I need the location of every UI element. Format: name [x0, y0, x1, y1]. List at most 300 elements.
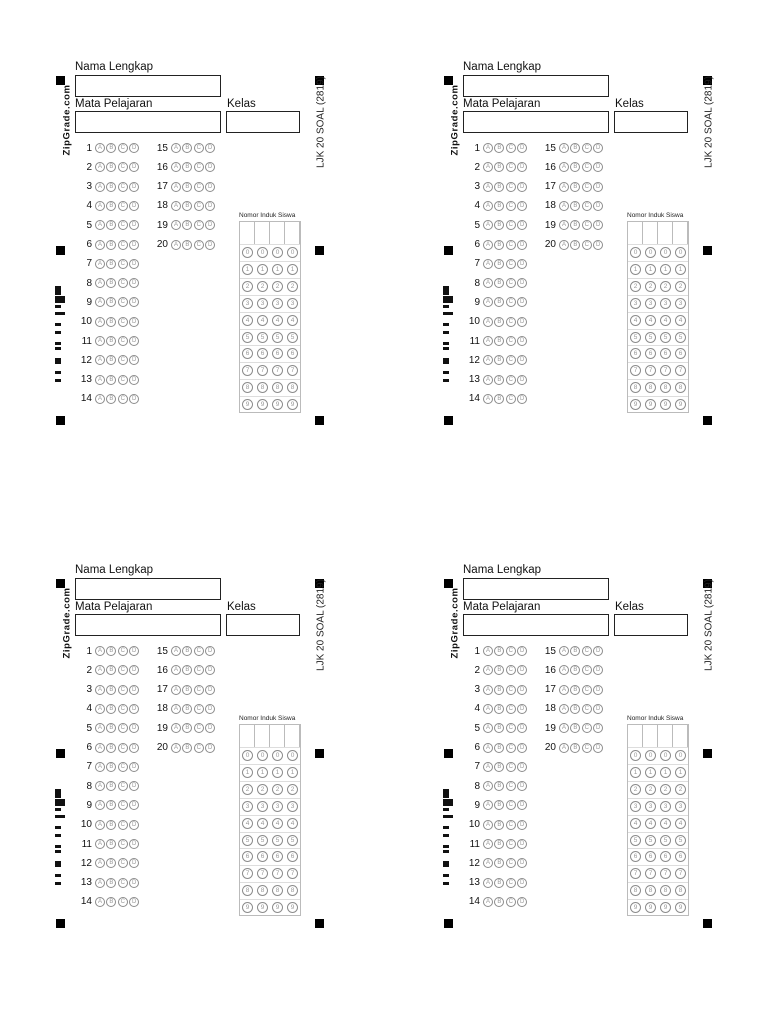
- id-digit-bubble[interactable]: 8: [660, 382, 671, 393]
- id-digit-bubble[interactable]: 6: [242, 348, 253, 359]
- answer-bubble[interactable]: C: [194, 240, 204, 250]
- id-digit-bubble[interactable]: 8: [630, 382, 641, 393]
- answer-bubble[interactable]: A: [95, 685, 105, 695]
- answer-bubble[interactable]: A: [95, 394, 105, 404]
- answer-bubble[interactable]: C: [118, 336, 128, 346]
- answer-bubble[interactable]: C: [118, 665, 128, 675]
- answer-bubble[interactable]: C: [582, 240, 592, 250]
- id-digit-bubble[interactable]: 5: [675, 332, 686, 343]
- answer-bubble[interactable]: D: [517, 646, 527, 656]
- answer-bubble[interactable]: C: [118, 723, 128, 733]
- answer-bubble[interactable]: B: [106, 162, 116, 172]
- id-digit-bubble[interactable]: 4: [287, 818, 298, 829]
- answer-bubble[interactable]: B: [494, 800, 504, 810]
- id-digit-bubble[interactable]: 4: [242, 818, 253, 829]
- answer-bubble[interactable]: C: [582, 162, 592, 172]
- class-field[interactable]: [614, 111, 688, 133]
- id-write-cell[interactable]: [270, 222, 285, 244]
- answer-bubble[interactable]: C: [194, 723, 204, 733]
- answer-bubble[interactable]: B: [106, 762, 116, 772]
- id-digit-bubble[interactable]: 5: [272, 835, 283, 846]
- id-digit-bubble[interactable]: 8: [675, 885, 686, 896]
- answer-bubble[interactable]: D: [129, 762, 139, 772]
- answer-bubble[interactable]: D: [517, 201, 527, 211]
- answer-bubble[interactable]: A: [483, 394, 493, 404]
- id-digit-bubble[interactable]: 7: [630, 868, 641, 879]
- answer-bubble[interactable]: B: [494, 240, 504, 250]
- answer-bubble[interactable]: A: [483, 685, 493, 695]
- answer-bubble[interactable]: B: [494, 278, 504, 288]
- answer-bubble[interactable]: B: [494, 762, 504, 772]
- id-digit-bubble[interactable]: 4: [272, 818, 283, 829]
- answer-bubble[interactable]: A: [95, 820, 105, 830]
- answer-bubble[interactable]: A: [483, 220, 493, 230]
- answer-bubble[interactable]: C: [194, 182, 204, 192]
- answer-bubble[interactable]: B: [570, 182, 580, 192]
- answer-bubble[interactable]: B: [570, 143, 580, 153]
- answer-bubble[interactable]: B: [494, 201, 504, 211]
- answer-bubble[interactable]: B: [494, 394, 504, 404]
- answer-bubble[interactable]: D: [205, 646, 215, 656]
- id-digit-bubble[interactable]: 0: [645, 247, 656, 258]
- id-digit-bubble[interactable]: 9: [257, 902, 268, 913]
- answer-bubble[interactable]: B: [570, 201, 580, 211]
- answer-bubble[interactable]: B: [570, 240, 580, 250]
- answer-bubble[interactable]: B: [182, 143, 192, 153]
- answer-bubble[interactable]: B: [494, 897, 504, 907]
- answer-bubble[interactable]: B: [494, 336, 504, 346]
- answer-bubble[interactable]: C: [194, 162, 204, 172]
- answer-bubble[interactable]: A: [171, 220, 181, 230]
- id-digit-bubble[interactable]: 1: [630, 767, 641, 778]
- answer-bubble[interactable]: D: [593, 143, 603, 153]
- answer-bubble[interactable]: A: [95, 897, 105, 907]
- id-digit-bubble[interactable]: 4: [630, 315, 641, 326]
- answer-bubble[interactable]: C: [118, 685, 128, 695]
- answer-bubble[interactable]: D: [593, 182, 603, 192]
- id-write-cell[interactable]: [255, 725, 270, 747]
- id-digit-bubble[interactable]: 8: [287, 382, 298, 393]
- id-digit-bubble[interactable]: 7: [675, 868, 686, 879]
- answer-bubble[interactable]: C: [582, 201, 592, 211]
- answer-bubble[interactable]: C: [506, 240, 516, 250]
- id-digit-bubble[interactable]: 1: [675, 264, 686, 275]
- id-digit-bubble[interactable]: 7: [287, 365, 298, 376]
- answer-bubble[interactable]: A: [483, 336, 493, 346]
- answer-bubble[interactable]: D: [593, 220, 603, 230]
- id-write-cell[interactable]: [255, 222, 270, 244]
- answer-bubble[interactable]: C: [118, 743, 128, 753]
- answer-bubble[interactable]: C: [506, 820, 516, 830]
- id-digit-bubble[interactable]: 4: [630, 818, 641, 829]
- id-digit-bubble[interactable]: 4: [675, 818, 686, 829]
- id-digit-bubble[interactable]: 2: [242, 281, 253, 292]
- answer-bubble[interactable]: C: [582, 646, 592, 656]
- id-digit-bubble[interactable]: 5: [242, 835, 253, 846]
- id-digit-bubble[interactable]: 5: [630, 332, 641, 343]
- id-digit-bubble[interactable]: 7: [660, 365, 671, 376]
- answer-bubble[interactable]: B: [494, 259, 504, 269]
- answer-bubble[interactable]: D: [517, 800, 527, 810]
- id-digit-bubble[interactable]: 0: [630, 247, 641, 258]
- answer-bubble[interactable]: B: [182, 240, 192, 250]
- id-digit-bubble[interactable]: 1: [660, 264, 671, 275]
- answer-bubble[interactable]: D: [517, 839, 527, 849]
- answer-bubble[interactable]: B: [182, 723, 192, 733]
- answer-bubble[interactable]: C: [118, 878, 128, 888]
- id-digit-bubble[interactable]: 6: [272, 851, 283, 862]
- answer-bubble[interactable]: B: [182, 201, 192, 211]
- id-digit-bubble[interactable]: 0: [287, 750, 298, 761]
- answer-bubble[interactable]: A: [95, 143, 105, 153]
- answer-bubble[interactable]: A: [171, 646, 181, 656]
- id-digit-bubble[interactable]: 9: [272, 902, 283, 913]
- answer-bubble[interactable]: D: [517, 704, 527, 714]
- answer-bubble[interactable]: A: [171, 201, 181, 211]
- answer-bubble[interactable]: D: [517, 220, 527, 230]
- answer-bubble[interactable]: D: [517, 781, 527, 791]
- subject-field[interactable]: [75, 111, 221, 133]
- id-digit-bubble[interactable]: 0: [675, 247, 686, 258]
- answer-bubble[interactable]: B: [106, 278, 116, 288]
- answer-bubble[interactable]: A: [483, 162, 493, 172]
- answer-bubble[interactable]: D: [205, 162, 215, 172]
- answer-bubble[interactable]: C: [118, 317, 128, 327]
- id-digit-bubble[interactable]: 0: [287, 247, 298, 258]
- answer-bubble[interactable]: D: [129, 317, 139, 327]
- id-digit-bubble[interactable]: 2: [287, 784, 298, 795]
- answer-bubble[interactable]: A: [95, 278, 105, 288]
- id-write-cell[interactable]: [285, 725, 300, 747]
- id-digit-bubble[interactable]: 3: [257, 801, 268, 812]
- answer-bubble[interactable]: A: [483, 665, 493, 675]
- answer-bubble[interactable]: B: [570, 220, 580, 230]
- id-digit-bubble[interactable]: 3: [645, 298, 656, 309]
- answer-bubble[interactable]: A: [95, 878, 105, 888]
- id-digit-bubble[interactable]: 5: [287, 835, 298, 846]
- answer-bubble[interactable]: A: [483, 820, 493, 830]
- id-digit-bubble[interactable]: 3: [675, 298, 686, 309]
- answer-bubble[interactable]: C: [506, 220, 516, 230]
- id-digit-bubble[interactable]: 0: [272, 750, 283, 761]
- answer-bubble[interactable]: C: [194, 143, 204, 153]
- answer-bubble[interactable]: D: [129, 297, 139, 307]
- answer-bubble[interactable]: B: [106, 336, 116, 346]
- answer-bubble[interactable]: D: [129, 858, 139, 868]
- answer-bubble[interactable]: A: [95, 259, 105, 269]
- class-field[interactable]: [226, 614, 300, 636]
- answer-bubble[interactable]: B: [106, 839, 116, 849]
- answer-bubble[interactable]: B: [570, 665, 580, 675]
- id-digit-bubble[interactable]: 7: [272, 365, 283, 376]
- answer-bubble[interactable]: C: [118, 704, 128, 714]
- id-digit-bubble[interactable]: 4: [257, 818, 268, 829]
- answer-bubble[interactable]: D: [129, 220, 139, 230]
- id-digit-bubble[interactable]: 2: [257, 784, 268, 795]
- id-digit-bubble[interactable]: 2: [660, 281, 671, 292]
- answer-bubble[interactable]: C: [194, 646, 204, 656]
- answer-bubble[interactable]: A: [559, 704, 569, 714]
- answer-bubble[interactable]: D: [129, 820, 139, 830]
- answer-bubble[interactable]: A: [559, 685, 569, 695]
- id-digit-bubble[interactable]: 8: [272, 382, 283, 393]
- id-digit-bubble[interactable]: 4: [645, 315, 656, 326]
- answer-bubble[interactable]: C: [506, 201, 516, 211]
- id-digit-bubble[interactable]: 7: [242, 365, 253, 376]
- answer-bubble[interactable]: D: [129, 646, 139, 656]
- answer-bubble[interactable]: C: [582, 220, 592, 230]
- answer-bubble[interactable]: D: [129, 201, 139, 211]
- answer-bubble[interactable]: D: [517, 278, 527, 288]
- answer-bubble[interactable]: B: [106, 665, 116, 675]
- id-digit-bubble[interactable]: 6: [660, 348, 671, 359]
- id-write-cell[interactable]: [643, 222, 658, 244]
- answer-bubble[interactable]: B: [494, 182, 504, 192]
- answer-bubble[interactable]: A: [171, 240, 181, 250]
- id-digit-bubble[interactable]: 5: [242, 332, 253, 343]
- subject-field[interactable]: [75, 614, 221, 636]
- answer-bubble[interactable]: A: [95, 336, 105, 346]
- id-digit-bubble[interactable]: 4: [287, 315, 298, 326]
- id-digit-bubble[interactable]: 9: [630, 399, 641, 410]
- answer-bubble[interactable]: D: [517, 259, 527, 269]
- id-digit-bubble[interactable]: 2: [675, 784, 686, 795]
- id-digit-bubble[interactable]: 6: [287, 348, 298, 359]
- answer-bubble[interactable]: D: [129, 897, 139, 907]
- id-digit-bubble[interactable]: 2: [645, 281, 656, 292]
- answer-bubble[interactable]: D: [205, 220, 215, 230]
- answer-bubble[interactable]: A: [95, 297, 105, 307]
- answer-bubble[interactable]: B: [106, 240, 116, 250]
- answer-bubble[interactable]: A: [483, 278, 493, 288]
- answer-bubble[interactable]: A: [483, 781, 493, 791]
- answer-bubble[interactable]: D: [517, 820, 527, 830]
- answer-bubble[interactable]: A: [95, 240, 105, 250]
- answer-bubble[interactable]: C: [118, 646, 128, 656]
- id-digit-bubble[interactable]: 4: [660, 315, 671, 326]
- id-digit-bubble[interactable]: 7: [257, 868, 268, 879]
- id-digit-bubble[interactable]: 3: [287, 801, 298, 812]
- answer-bubble[interactable]: A: [95, 201, 105, 211]
- id-digit-bubble[interactable]: 2: [630, 784, 641, 795]
- name-field[interactable]: [463, 578, 609, 600]
- answer-bubble[interactable]: D: [129, 665, 139, 675]
- id-write-cell[interactable]: [285, 222, 300, 244]
- answer-bubble[interactable]: C: [582, 685, 592, 695]
- answer-bubble[interactable]: C: [506, 839, 516, 849]
- answer-bubble[interactable]: C: [506, 375, 516, 385]
- answer-bubble[interactable]: B: [106, 394, 116, 404]
- answer-bubble[interactable]: B: [106, 781, 116, 791]
- answer-bubble[interactable]: C: [194, 220, 204, 230]
- id-digit-bubble[interactable]: 7: [272, 868, 283, 879]
- answer-bubble[interactable]: C: [506, 897, 516, 907]
- answer-bubble[interactable]: B: [106, 220, 116, 230]
- id-digit-bubble[interactable]: 7: [645, 868, 656, 879]
- id-digit-bubble[interactable]: 0: [645, 750, 656, 761]
- id-digit-bubble[interactable]: 5: [257, 835, 268, 846]
- answer-bubble[interactable]: B: [570, 162, 580, 172]
- id-digit-bubble[interactable]: 8: [242, 382, 253, 393]
- answer-bubble[interactable]: C: [582, 665, 592, 675]
- class-field[interactable]: [226, 111, 300, 133]
- answer-bubble[interactable]: C: [506, 858, 516, 868]
- id-digit-bubble[interactable]: 4: [257, 315, 268, 326]
- id-digit-bubble[interactable]: 3: [272, 801, 283, 812]
- answer-bubble[interactable]: A: [171, 743, 181, 753]
- answer-bubble[interactable]: C: [118, 897, 128, 907]
- answer-bubble[interactable]: A: [171, 143, 181, 153]
- id-digit-bubble[interactable]: 5: [257, 332, 268, 343]
- answer-bubble[interactable]: C: [118, 278, 128, 288]
- answer-bubble[interactable]: D: [593, 240, 603, 250]
- answer-bubble[interactable]: B: [182, 704, 192, 714]
- id-digit-bubble[interactable]: 3: [645, 801, 656, 812]
- answer-bubble[interactable]: B: [182, 646, 192, 656]
- answer-bubble[interactable]: B: [494, 858, 504, 868]
- id-digit-bubble[interactable]: 8: [660, 885, 671, 896]
- id-digit-bubble[interactable]: 1: [645, 264, 656, 275]
- answer-bubble[interactable]: D: [205, 723, 215, 733]
- id-digit-bubble[interactable]: 3: [242, 298, 253, 309]
- answer-bubble[interactable]: D: [593, 704, 603, 714]
- answer-bubble[interactable]: C: [118, 375, 128, 385]
- id-digit-bubble[interactable]: 2: [675, 281, 686, 292]
- answer-bubble[interactable]: C: [194, 743, 204, 753]
- answer-bubble[interactable]: D: [517, 143, 527, 153]
- answer-bubble[interactable]: A: [95, 839, 105, 849]
- id-digit-bubble[interactable]: 6: [242, 851, 253, 862]
- id-write-cell[interactable]: [628, 725, 643, 747]
- answer-bubble[interactable]: A: [483, 201, 493, 211]
- id-digit-bubble[interactable]: 9: [630, 902, 641, 913]
- id-digit-bubble[interactable]: 1: [675, 767, 686, 778]
- answer-bubble[interactable]: C: [118, 143, 128, 153]
- answer-bubble[interactable]: B: [106, 297, 116, 307]
- answer-bubble[interactable]: B: [182, 162, 192, 172]
- answer-bubble[interactable]: A: [483, 762, 493, 772]
- answer-bubble[interactable]: C: [118, 162, 128, 172]
- id-write-cell[interactable]: [673, 725, 688, 747]
- id-digit-bubble[interactable]: 3: [630, 298, 641, 309]
- id-digit-bubble[interactable]: 0: [257, 247, 268, 258]
- answer-bubble[interactable]: D: [517, 336, 527, 346]
- id-digit-bubble[interactable]: 6: [660, 851, 671, 862]
- id-digit-bubble[interactable]: 9: [242, 399, 253, 410]
- id-write-cell[interactable]: [643, 725, 658, 747]
- answer-bubble[interactable]: C: [118, 394, 128, 404]
- answer-bubble[interactable]: C: [506, 143, 516, 153]
- answer-bubble[interactable]: B: [570, 723, 580, 733]
- answer-bubble[interactable]: A: [559, 182, 569, 192]
- answer-bubble[interactable]: D: [129, 878, 139, 888]
- answer-bubble[interactable]: B: [494, 646, 504, 656]
- answer-bubble[interactable]: D: [129, 685, 139, 695]
- answer-bubble[interactable]: A: [483, 743, 493, 753]
- answer-bubble[interactable]: B: [106, 182, 116, 192]
- answer-bubble[interactable]: A: [171, 665, 181, 675]
- id-digit-bubble[interactable]: 5: [660, 835, 671, 846]
- answer-bubble[interactable]: A: [95, 762, 105, 772]
- answer-bubble[interactable]: D: [593, 646, 603, 656]
- answer-bubble[interactable]: A: [95, 220, 105, 230]
- id-digit-bubble[interactable]: 3: [660, 801, 671, 812]
- answer-bubble[interactable]: A: [95, 665, 105, 675]
- answer-bubble[interactable]: C: [506, 743, 516, 753]
- id-digit-bubble[interactable]: 7: [257, 365, 268, 376]
- answer-bubble[interactable]: B: [106, 800, 116, 810]
- id-digit-bubble[interactable]: 3: [660, 298, 671, 309]
- id-digit-bubble[interactable]: 0: [242, 247, 253, 258]
- id-digit-bubble[interactable]: 6: [287, 851, 298, 862]
- answer-bubble[interactable]: C: [506, 355, 516, 365]
- answer-bubble[interactable]: A: [483, 723, 493, 733]
- answer-bubble[interactable]: B: [106, 878, 116, 888]
- answer-bubble[interactable]: A: [483, 317, 493, 327]
- id-digit-bubble[interactable]: 0: [630, 750, 641, 761]
- answer-bubble[interactable]: A: [95, 355, 105, 365]
- id-digit-bubble[interactable]: 0: [242, 750, 253, 761]
- answer-bubble[interactable]: C: [118, 858, 128, 868]
- id-digit-bubble[interactable]: 6: [645, 348, 656, 359]
- answer-bubble[interactable]: B: [106, 646, 116, 656]
- answer-bubble[interactable]: C: [506, 278, 516, 288]
- answer-bubble[interactable]: D: [593, 665, 603, 675]
- answer-bubble[interactable]: D: [129, 704, 139, 714]
- answer-bubble[interactable]: C: [506, 297, 516, 307]
- answer-bubble[interactable]: A: [483, 878, 493, 888]
- id-digit-bubble[interactable]: 1: [242, 264, 253, 275]
- answer-bubble[interactable]: D: [129, 336, 139, 346]
- answer-bubble[interactable]: C: [118, 259, 128, 269]
- id-digit-bubble[interactable]: 9: [660, 399, 671, 410]
- answer-bubble[interactable]: D: [593, 685, 603, 695]
- answer-bubble[interactable]: B: [494, 143, 504, 153]
- answer-bubble[interactable]: C: [118, 762, 128, 772]
- answer-bubble[interactable]: C: [118, 781, 128, 791]
- answer-bubble[interactable]: B: [106, 259, 116, 269]
- answer-bubble[interactable]: D: [129, 394, 139, 404]
- answer-bubble[interactable]: C: [506, 781, 516, 791]
- answer-bubble[interactable]: B: [494, 665, 504, 675]
- id-digit-bubble[interactable]: 3: [242, 801, 253, 812]
- answer-bubble[interactable]: C: [582, 704, 592, 714]
- answer-bubble[interactable]: A: [483, 800, 493, 810]
- answer-bubble[interactable]: C: [506, 800, 516, 810]
- answer-bubble[interactable]: A: [483, 646, 493, 656]
- answer-bubble[interactable]: A: [95, 704, 105, 714]
- answer-bubble[interactable]: A: [171, 685, 181, 695]
- id-digit-bubble[interactable]: 8: [287, 885, 298, 896]
- answer-bubble[interactable]: D: [129, 800, 139, 810]
- id-digit-bubble[interactable]: 9: [645, 399, 656, 410]
- answer-bubble[interactable]: C: [506, 336, 516, 346]
- answer-bubble[interactable]: B: [106, 743, 116, 753]
- answer-bubble[interactable]: D: [517, 762, 527, 772]
- answer-bubble[interactable]: D: [517, 897, 527, 907]
- answer-bubble[interactable]: C: [118, 820, 128, 830]
- id-digit-bubble[interactable]: 0: [660, 750, 671, 761]
- answer-bubble[interactable]: A: [483, 240, 493, 250]
- answer-bubble[interactable]: D: [129, 781, 139, 791]
- answer-bubble[interactable]: D: [129, 839, 139, 849]
- answer-bubble[interactable]: A: [95, 781, 105, 791]
- answer-bubble[interactable]: D: [129, 162, 139, 172]
- id-write-cell[interactable]: [628, 222, 643, 244]
- id-digit-bubble[interactable]: 2: [645, 784, 656, 795]
- answer-bubble[interactable]: C: [194, 685, 204, 695]
- answer-bubble[interactable]: D: [517, 743, 527, 753]
